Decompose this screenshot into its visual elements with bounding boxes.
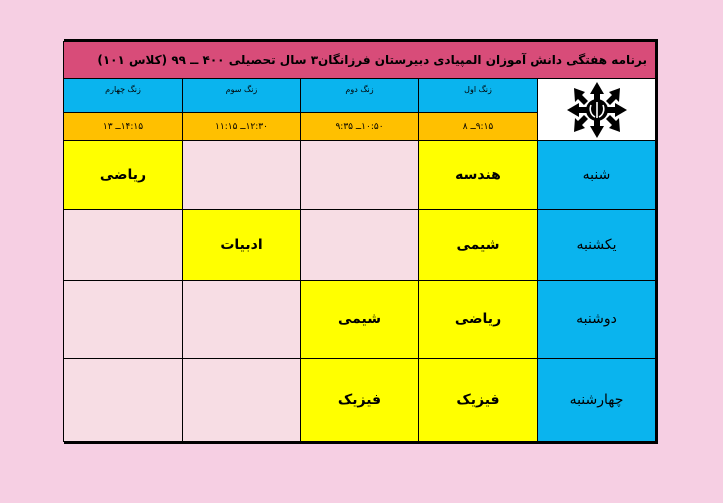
class-cell bbox=[63, 209, 182, 280]
schedule-table bbox=[63, 41, 656, 442]
class-cell bbox=[301, 209, 419, 280]
class-cell bbox=[63, 358, 182, 441]
schedule-row-wednesday bbox=[63, 358, 655, 441]
day-label: دوشنبه bbox=[538, 281, 656, 358]
class-cell: شیمی bbox=[419, 209, 538, 280]
day-label: یکشنبه bbox=[538, 209, 656, 280]
class-cell bbox=[183, 358, 301, 441]
bell-3-name: زنگ سوم bbox=[183, 79, 301, 113]
class-cell: فیزیک bbox=[301, 358, 419, 441]
class-cell bbox=[183, 281, 301, 358]
day-label: چهارشنبه bbox=[538, 358, 656, 441]
logo-cell bbox=[538, 79, 656, 141]
day-label: شنبه bbox=[538, 141, 656, 209]
bell-2-name: زنگ دوم bbox=[301, 79, 419, 113]
class-cell bbox=[301, 141, 419, 209]
bell-1-time: ۹:۱۵ــ ۸ bbox=[419, 113, 538, 141]
schedule-row-sunday bbox=[63, 209, 655, 280]
schedule-row-monday bbox=[63, 281, 655, 358]
schedule-row-saturday bbox=[63, 141, 655, 209]
class-cell: هندسه bbox=[419, 141, 538, 209]
class-cell bbox=[63, 281, 182, 358]
schedule-title: برنامه هفتگی دانش آموزان المپیادی دبیرستان فرزانگان۳ سال تحصیلی ۴۰۰ ــ ۹۹ (کلاس ۱۰۱) bbox=[63, 42, 655, 79]
class-cell: ریاضی bbox=[63, 141, 182, 209]
bell-2-time: ۱۰:۵۰ــ ۹:۳۵ bbox=[301, 113, 419, 141]
class-cell: شیمی bbox=[301, 281, 419, 358]
class-cell: فیزیک bbox=[419, 358, 538, 441]
emblem-of-iran-icon bbox=[565, 80, 629, 140]
class-cell: ادبیات bbox=[183, 209, 301, 280]
bell-4-name: زنگ چهارم bbox=[63, 79, 182, 113]
class-cell bbox=[183, 141, 301, 209]
bell-3-time: ۱۲:۳۰ــ ۱۱:۱۵ bbox=[183, 113, 301, 141]
weekly-schedule-sheet bbox=[64, 39, 658, 444]
bell-1-name: زنگ اول bbox=[419, 79, 538, 113]
bell-4-time: ۱۴:۱۵ــ ۱۳ bbox=[63, 113, 182, 141]
class-cell: ریاضی bbox=[419, 281, 538, 358]
